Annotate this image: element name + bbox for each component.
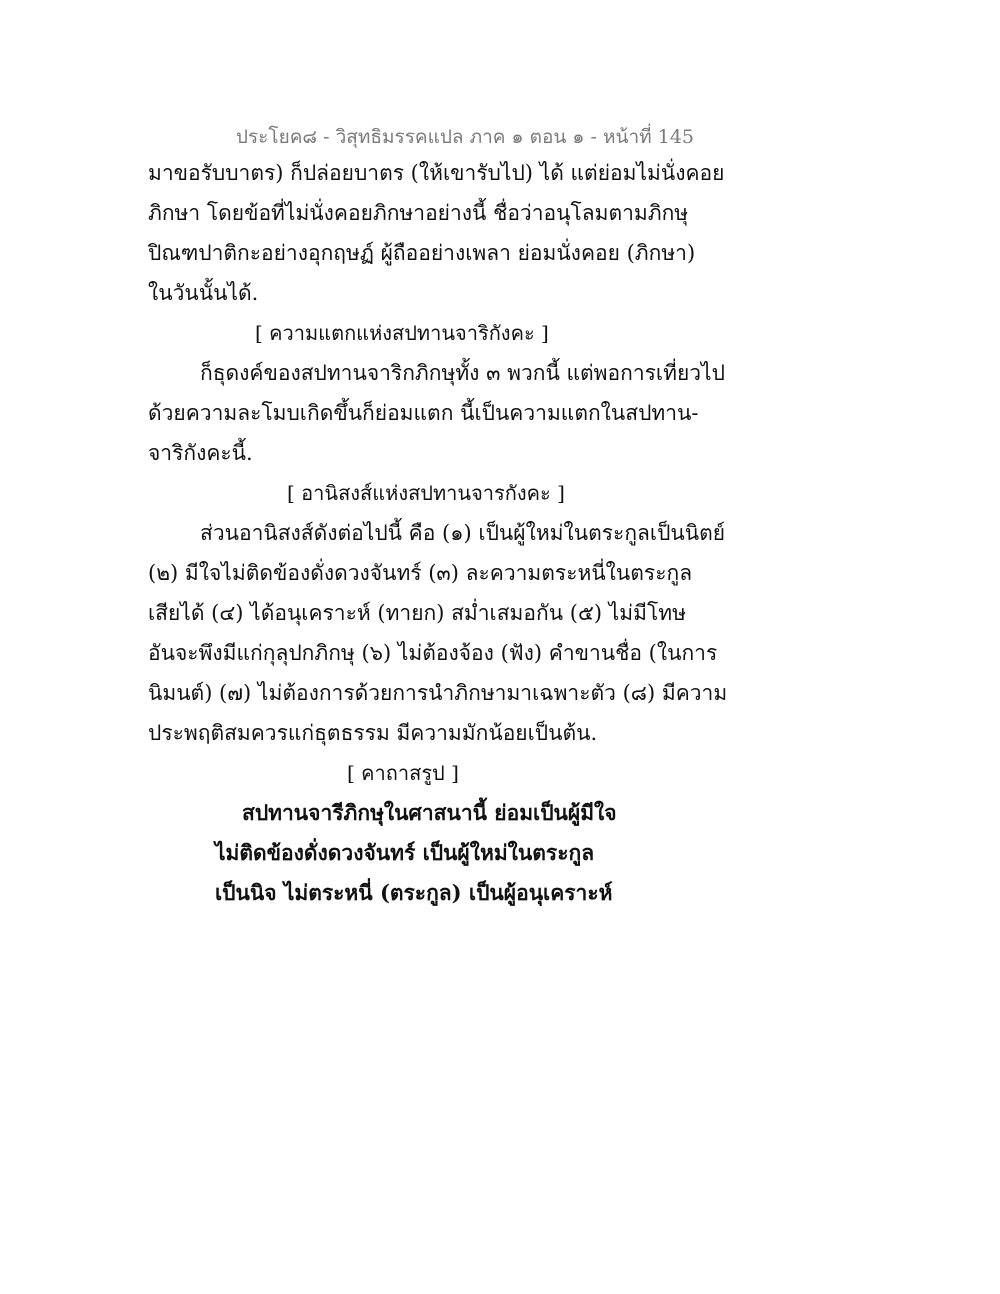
paragraph-line: อันจะพึงมีแก่กุลุปกภิกษุ (๖) ไม่ต้องจ้อง (ฟัง) คำขานชื่อ (ในการ: [148, 641, 718, 665]
paragraph-line: ภิกษา โดยข้อที่ไม่นั่งคอยภิกษาอย่างนี้ ชื่อว่าอนุโลมตามภิกษุ: [148, 201, 689, 225]
paragraph-line: จาริกังคะนี้.: [148, 441, 253, 465]
verse-line: เป็นนิจ ไม่ตระหนี่ (ตระกูล) เป็นผู้อนุเคราะห์: [215, 880, 613, 905]
paragraph-line: ปิณฑปาติกะอย่างอุกฤษฏ์ ผู้ถืออย่างเพลา ย่อมนั่งคอย (ภิกษา): [148, 241, 696, 265]
paragraph-line: (๒) มีใจไม่ติดข้องดั่งดวงจันทร์ (๓) ละความตระหนี่ในตระกูล: [148, 561, 693, 585]
paragraph-line: มาขอรับบาตร) ก็ปล่อยบาตร (ให้เขารับไป) ได้ แต่ย่อมไม่นั่งคอย: [148, 161, 725, 185]
section-heading: [ อานิสงส์แห่งสปทานจารกังคะ ]: [287, 481, 565, 505]
section-heading: [ คาถาสรูป ]: [347, 761, 459, 785]
paragraph-line: เสียได้ (๔) ได้อนุเคราะห์ (ทายก) สม่ำเสมอกัน (๕) ไม่มีโทษ: [148, 601, 686, 625]
paragraph-line: ด้วยความละโมบเกิดขึ้นก็ย่อมแตก นี้เป็นความแตกในสปทาน-: [148, 401, 699, 425]
paragraph-line: นิมนต์) (๗) ไม่ต้องการด้วยการนำภิกษามาเฉพาะตัว (๘) มีความ: [148, 681, 728, 705]
paragraph-line: ประพฤติสมควรแก่ธุตธรรม มีความมักน้อยเป็นต้น.: [148, 721, 598, 745]
verse-line: ไม่ติดข้องดั่งดวงจันทร์ เป็นผู้ใหม่ในตระกูล: [215, 840, 595, 865]
paragraph-line: ส่วนอานิสงส์ดังต่อไปนี้ คือ (๑) เป็นผู้ใหม่ในตระกูลเป็นนิตย์: [200, 521, 726, 545]
paragraph-line: ก็ธุดงค์ของสปทานจาริกภิกษุทั้ง ๓ พวกนี้ แต่พอการเที่ยวไป: [200, 361, 725, 385]
verse-line: สปทานจารีภิกษุในศาสนานี้ ย่อมเป็นผู้มีใจ: [242, 800, 617, 825]
paragraph-line: ในวันนั้นได้.: [148, 281, 259, 305]
section-heading: [ ความแตกแห่งสปทานจาริกังคะ ]: [255, 321, 549, 345]
page-header: ประโยค๘ - วิสุทธิมรรคแปล ภาค ๑ ตอน ๑ - หน้าที่ 145: [235, 126, 694, 148]
